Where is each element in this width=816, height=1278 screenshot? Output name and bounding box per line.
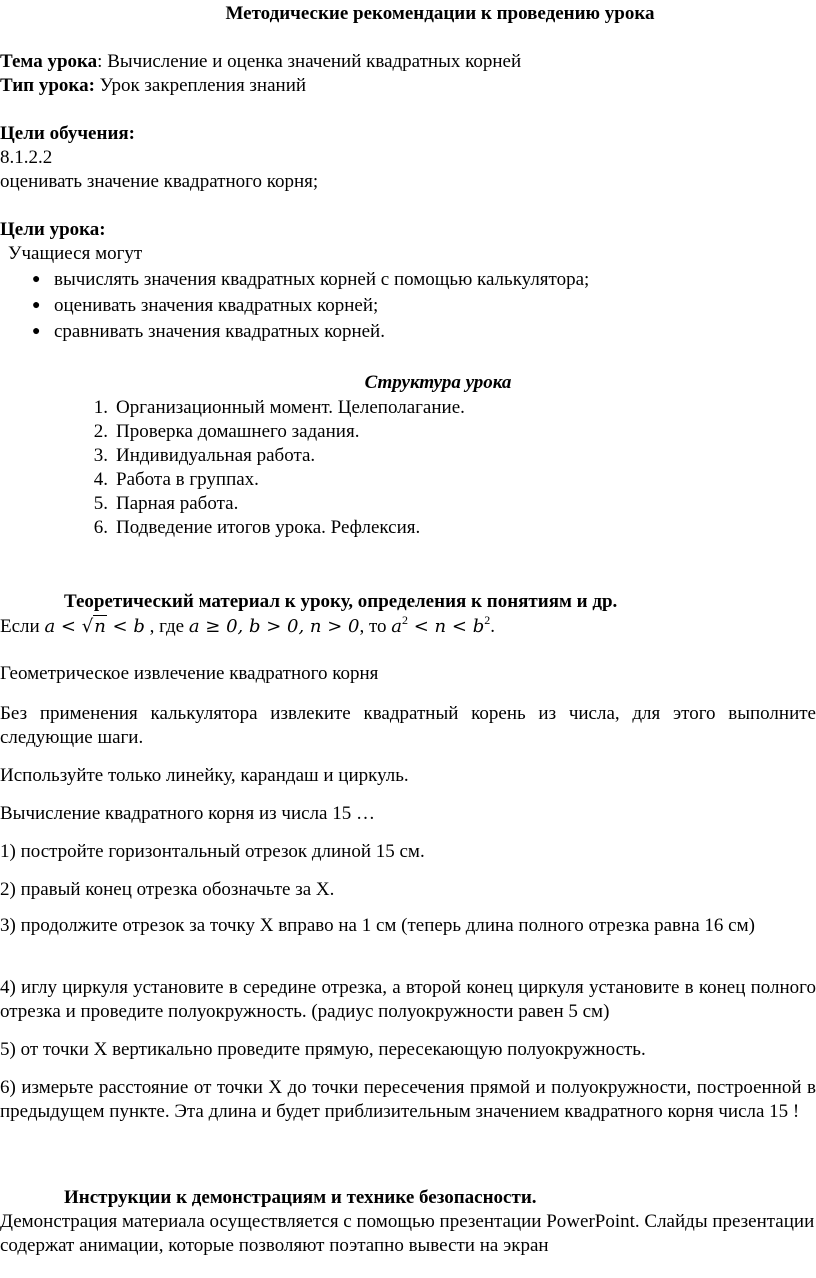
topic-label: Тема урока [0, 51, 98, 72]
structure-item-text: Работа в группах. [116, 469, 259, 490]
safety-text: Демонстрация материала осуществляется с помощью презентации PowerPoint. Слайды презентации содержат анимации, которые позволяют поэтапно вывести на экран [0, 1211, 815, 1256]
lesson-goal-item [0, 268, 816, 292]
bullet-icon: ● [32, 298, 41, 313]
structure-item-text: Индивидуальная работа. [116, 445, 316, 466]
lesson-topic [0, 50, 521, 74]
learning-goals-text: оценивать значение квадратного корня; [0, 171, 319, 192]
formula-radicand: n [94, 616, 106, 637]
theory-heading: Теоретический материал к уроку, определения к понятиям и др. [64, 591, 618, 612]
lesson-type [0, 74, 306, 98]
structure-item [84, 468, 259, 492]
geometry-step: 5) от точки Х вертикально проведите прямую, пересекающую полуокружность. [0, 1039, 646, 1060]
structure-item [84, 492, 238, 516]
formula-lhs: a < [44, 616, 82, 637]
bullet-icon: ● [32, 272, 41, 287]
lesson-goal-text: вычислять значения квадратных корней с помощью калькулятора; [54, 269, 590, 290]
formula-rhs: < b [106, 616, 145, 637]
geometry-heading: Геометрическое извлечение квадратного корня [0, 663, 379, 684]
structure-item-text: Парная работа. [116, 493, 239, 514]
structure-item-number: 5. [93, 493, 108, 514]
safety-heading: Инструкции к демонстрациям и технике безопасности. [64, 1187, 537, 1208]
formula-where-word: , где [144, 616, 189, 637]
structure-item-number: 4. [93, 469, 108, 490]
structure-item-number: 2. [93, 421, 108, 442]
formula-exponent: 2 [484, 613, 491, 627]
geometry-step: 4) иглу циркуля установите в середине отрезка, а второй конец циркуля установите в конец полного отрезка и проведите полуокружность. (радиус полуокружности равен 5 см) [0, 977, 816, 1022]
lesson-goals-heading: Цели урока: [0, 219, 106, 240]
geometry-step: 6) измерьте расстояние от точки Х до точки пересечения прямой и полуокружности, построенной в предыдущем пункте. Эта длина и будет приблизительным значением квадратного корня числа 15 ! [0, 1077, 816, 1122]
formula-a-base: a [391, 616, 403, 637]
structure-item [84, 396, 465, 420]
lesson-goal-text: сравнивать значения квадратных корней. [54, 321, 385, 342]
formula-then-word: , то [359, 616, 392, 637]
bullet-icon: ● [32, 324, 41, 339]
lesson-goal-item [0, 320, 816, 344]
type-value: Урок закрепления знаний [94, 75, 307, 96]
lesson-goals-intro: Учащиеся могут [8, 243, 143, 264]
learning-goals-heading: Цели обучения: [0, 123, 135, 144]
learning-goals-code: 8.1.2.2 [0, 147, 53, 168]
structure-item [84, 420, 359, 444]
structure-item [84, 444, 315, 468]
geometry-tools: Используйте только линейку, карандаш и циркуль. [0, 765, 409, 786]
geometry-step: 2) правый конец отрезка обозначьте за Х. [0, 879, 335, 900]
type-label: Тип урока: [0, 75, 95, 96]
theory-formula [0, 615, 495, 639]
geometry-calc: Вычисление квадратного корня из числа 15 … [0, 803, 375, 824]
geometry-step: 1) постройте горизонтальный отрезок длиной 15 см. [0, 841, 425, 862]
lesson-goal-text: оценивать значения квадратных корней; [54, 295, 379, 316]
lesson-goal-item [0, 294, 816, 318]
structure-item-text: Проверка домашнего задания. [116, 421, 360, 442]
formula-if-word: Если [0, 616, 45, 637]
structure-item-number: 6. [93, 517, 108, 538]
structure-item-number: 3. [93, 445, 108, 466]
formula-b-base: b [472, 616, 485, 637]
square-root-icon: √n [81, 616, 106, 637]
structure-heading: Структура урока [364, 372, 512, 393]
document-title: Методические рекомендации к проведению урока [225, 3, 655, 24]
geometry-step: 3) продолжите отрезок за точку Х вправо на 1 см (теперь длина полного отрезка равна 16 см) [0, 915, 755, 936]
formula-exponent: 2 [402, 613, 409, 627]
structure-item [84, 516, 420, 540]
formula-end: . [490, 616, 495, 637]
structure-item-text: Подведение итогов урока. Рефлексия. [116, 517, 421, 538]
formula-mid: < n < [408, 616, 473, 637]
topic-value: : Вычисление и оценка значений квадратных корней [97, 51, 522, 72]
formula-conditions: a ≥ 0, b > 0, n > 0 [188, 616, 360, 637]
structure-item-number: 1. [93, 397, 108, 418]
geometry-intro: Без применения калькулятора извлеките квадратный корень из числа, для этого выполните следующие шаги. [0, 703, 816, 748]
structure-item-text: Организационный момент. Целеполагание. [116, 397, 465, 418]
